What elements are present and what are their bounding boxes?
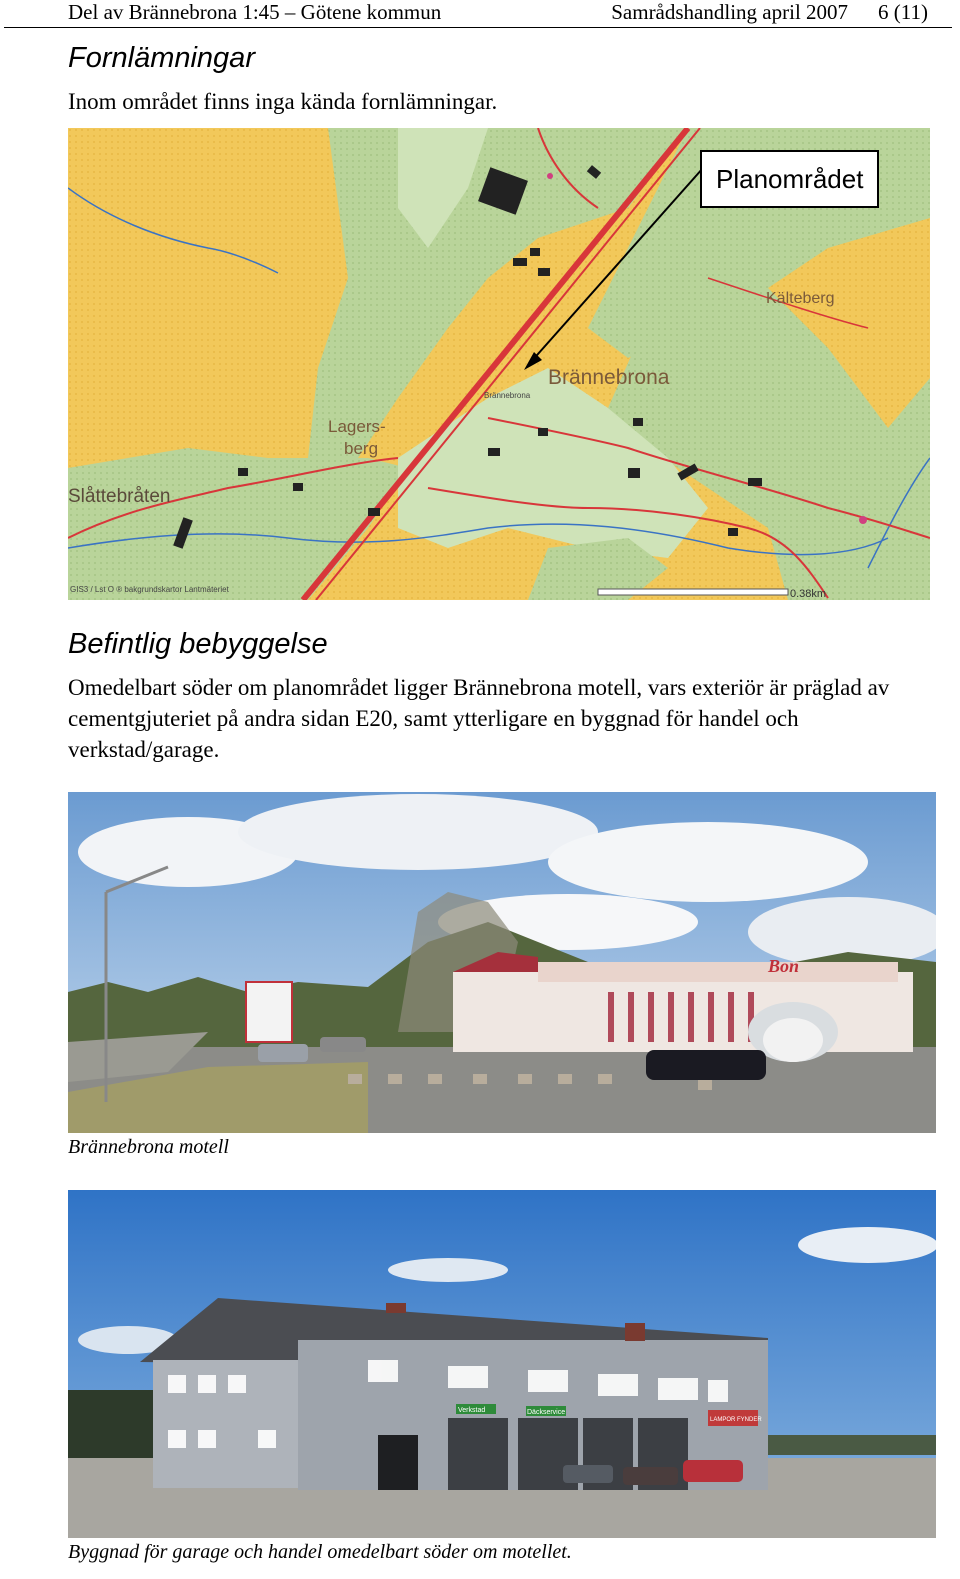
map-figure (68, 128, 930, 600)
map-label-small: Brännebrona (484, 391, 531, 400)
sign-dackservice: Däckservice (527, 1409, 566, 1416)
header-status: Samrådshandling april 2007 (611, 0, 849, 24)
motel-sign: Bon (768, 956, 800, 976)
heading-fornlamningar: Fornlämningar (68, 42, 255, 74)
photo-motell (68, 792, 936, 1133)
map-credit: GIS3 / Lst O ® bakgrundskartor Lantmäteriet (70, 585, 229, 594)
map-scale: 0.38km (790, 588, 827, 600)
photo-motell-image (68, 792, 936, 1133)
page-header (4, 0, 952, 28)
map-place-brannebrona: Brännebrona (548, 366, 670, 389)
sign-lampor: LAMPOR FYNDER (710, 1417, 762, 1423)
map-callout-planomradet: Planområdet (700, 150, 879, 208)
sign-verkstad: Verkstad (458, 1407, 486, 1414)
header-title: Del av Brännebrona 1:45 – Götene kommun (68, 0, 442, 24)
map-place-lagersberg-1: Lagers- (328, 417, 386, 436)
caption-motell: Brännebrona motell (68, 1136, 229, 1158)
map-place-kalleberg: Kälteberg (766, 290, 835, 307)
paragraph-fornlamningar: Inom området finns inga kända fornlämningar. (68, 89, 498, 114)
photo-garage (68, 1190, 936, 1538)
caption-garage: Byggnad för garage och handel omedelbart söder om motellet. (68, 1541, 572, 1563)
map-place-slattebraten: Slåttebråten (68, 486, 171, 507)
heading-befintlig-bebyggelse: Befintlig bebyggelse (68, 628, 328, 660)
map-place-lagersberg-2: berg (344, 439, 379, 458)
page-number: 6 (11) (878, 0, 928, 24)
photo-garage-image (68, 1190, 936, 1538)
header-right (611, 0, 928, 25)
paragraph-befintlig-bebyggelse: Omedelbart söder om planområdet ligger Brännebrona motell, vars exteriör är präglad av cementgjuteriet på andra sidan E20, samt ytterligare en byggnad för handel och verkstad/garage. (68, 675, 890, 762)
